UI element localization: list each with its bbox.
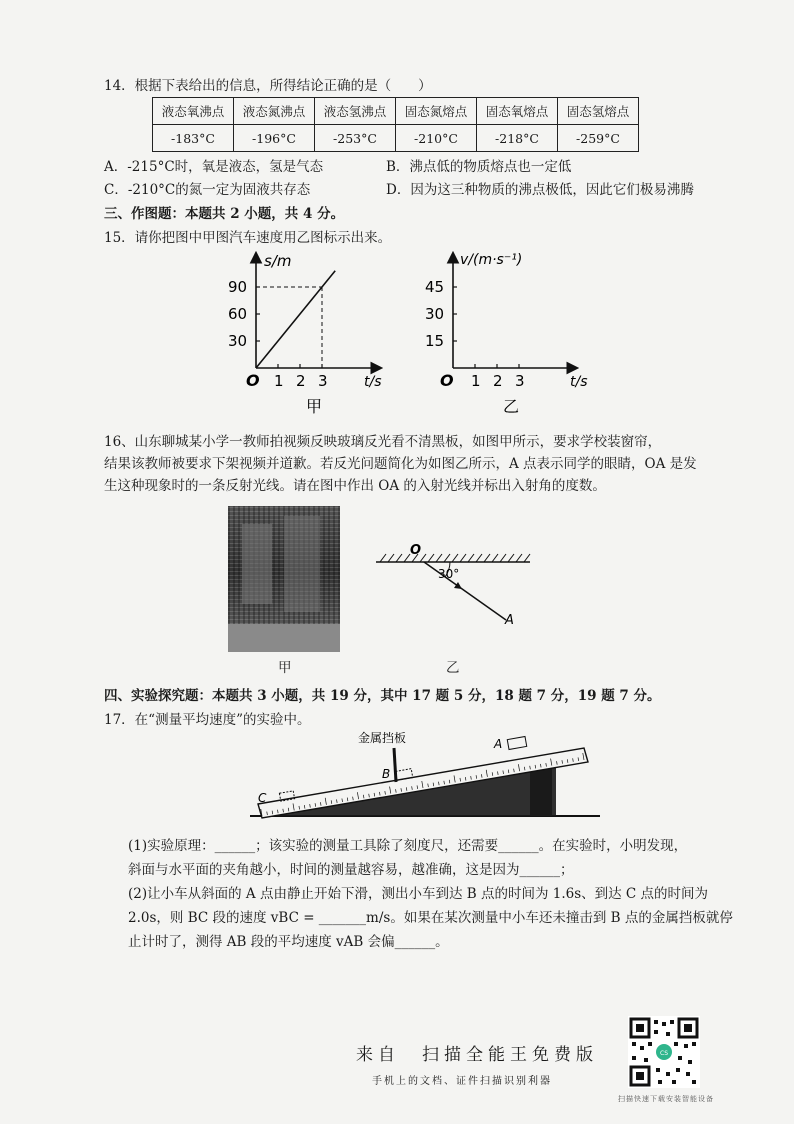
q14-option-c: C．-210°C的氮一定为固液共存态 bbox=[104, 182, 311, 198]
table-header-cell: 液态氮沸点 bbox=[234, 98, 315, 125]
q14-option-d: D．因为这三种物质的沸点极低，因此它们极易沸腾 bbox=[386, 182, 694, 198]
table-cell: -253°C bbox=[315, 125, 396, 152]
point-c-label: C bbox=[258, 791, 267, 805]
left-caption: 甲 bbox=[306, 397, 323, 416]
cart-at-a bbox=[507, 737, 526, 750]
left-y-tick-label: 30 bbox=[228, 332, 248, 350]
qr-caption: 扫描快速下载安装智能设备 bbox=[618, 1095, 714, 1103]
point-a-label: A bbox=[494, 737, 503, 751]
table-row bbox=[153, 98, 639, 125]
q16-line-3: 生这种现象时的一条反射光线。请在图中作出 OA 的入射光线并标出入射角的度数。 bbox=[104, 478, 606, 494]
left-y-tick-label: 90 bbox=[228, 278, 248, 296]
right-x-tick-label: 3 bbox=[515, 372, 525, 390]
q17-part1-line2: 斜面与水平面的夹角越小，时间的测量越容易，越准确，这是因为______； bbox=[128, 862, 574, 878]
left-series-line bbox=[256, 271, 335, 368]
table-header-cell: 液态氧沸点 bbox=[153, 98, 234, 125]
footer-sub-text: 手机上的文档、证件扫描识别利器 bbox=[372, 1076, 552, 1087]
q17-part1-line1: (1)实验原理：______；该实验的测量工具除了刻度尺，还需要______。在实验时，小明发现， bbox=[128, 838, 688, 854]
right-y-label: v/(m·s⁻¹) bbox=[460, 252, 523, 268]
q14-option-a: A．-215°C时，氧是液态，氢是气态 bbox=[104, 159, 324, 175]
point-o-label: O bbox=[410, 543, 422, 558]
left-x-tick-label: 1 bbox=[274, 372, 284, 390]
reflection-diagram bbox=[370, 540, 540, 666]
table-header-cell: 液态氢沸点 bbox=[315, 98, 396, 125]
q17-stem: 17．在“测量平均速度”的实验中。 bbox=[104, 712, 311, 728]
table-cell: -196°C bbox=[234, 125, 315, 152]
classroom-photo bbox=[228, 506, 340, 652]
table-cell: -210°C bbox=[396, 125, 477, 152]
q17-part2-line3: 止计时了，测得 AB 段的平均速度 vAB 会偏______。 bbox=[128, 934, 449, 950]
incline-apparatus bbox=[250, 726, 602, 826]
q14-table bbox=[152, 97, 639, 152]
right-y-tick-label: 45 bbox=[425, 278, 445, 296]
qr-code-icon[interactable] bbox=[628, 1016, 700, 1088]
q14-option-b: B．沸点低的物质熔点也一定低 bbox=[386, 159, 572, 175]
left-x-tick-label: 3 bbox=[318, 372, 328, 390]
section-3-heading: 三、作图题：本题共 2 小题，共 4 分。 bbox=[104, 206, 345, 222]
metal-plate-label: 金属挡板 bbox=[358, 731, 407, 745]
q16-line-2: 结果该教师被要求下架视频并道歉。若反光问题简化为如图乙所示，A 点表示同学的眼睛，OA 是发 bbox=[104, 456, 697, 472]
svg-text:CS: CS bbox=[660, 1050, 668, 1057]
point-b-label: B bbox=[382, 767, 391, 781]
angle-label: 30° bbox=[438, 567, 460, 581]
footer-main-text: 来自 扫描全能王免费版 bbox=[356, 1045, 598, 1065]
right-x-tick-label: 2 bbox=[493, 372, 503, 390]
table-row bbox=[153, 125, 639, 152]
right-y-tick-label: 30 bbox=[425, 305, 445, 323]
point-a-label: A bbox=[505, 613, 514, 628]
q16-caption-left: 甲 bbox=[278, 660, 292, 676]
q16-caption-right: 乙 bbox=[446, 660, 460, 676]
table-header-cell: 固态氧熔点 bbox=[477, 98, 558, 125]
q15-stem: 15．请你把图中甲图汽车速度用乙图标示出来。 bbox=[104, 230, 392, 246]
left-x-tick-label: 2 bbox=[296, 372, 306, 390]
q16-line-1: 16、山东聊城某小学一教师拍视频反映玻璃反光看不清黑板，如图甲所示，要求学校装窗帘， bbox=[104, 434, 662, 450]
right-y-tick-label: 15 bbox=[425, 332, 445, 350]
right-x-label: t/s bbox=[570, 374, 588, 390]
table-header-cell: 固态氮熔点 bbox=[396, 98, 477, 125]
q17-part2-line1: (2)让小车从斜面的 A 点由静止开始下滑，测出小车到达 B 点的时间为 1.6s、到达 C 点的时间为 bbox=[128, 886, 709, 902]
left-origin-label: O bbox=[246, 371, 260, 390]
table-header-cell: 固态氢熔点 bbox=[558, 98, 639, 125]
right-caption: 乙 bbox=[503, 397, 520, 416]
table-cell: -218°C bbox=[477, 125, 558, 152]
left-x-label: t/s bbox=[364, 374, 382, 390]
right-origin-label: O bbox=[440, 371, 454, 390]
table-cell: -183°C bbox=[153, 125, 234, 152]
reflected-ray-oa bbox=[424, 562, 506, 620]
section-4-heading: 四、实验探究题：本题共 3 小题，共 19 分，其中 17 题 5 分，18 题 7 分，19 题 7 分。 bbox=[104, 688, 661, 704]
ray-arrow-icon bbox=[454, 582, 462, 589]
left-y-label: s/m bbox=[264, 252, 292, 270]
right-x-tick-label: 1 bbox=[471, 372, 481, 390]
q15-graphs bbox=[220, 246, 610, 418]
q14-stem: 14．根据下表给出的信息，所得结论正确的是（ ） bbox=[104, 78, 432, 94]
q17-part2-line2: 2.0s，则 BC 段的速度 vBC = _______m/s。如果在某次测量中小车还未撞击到 B 点的金属挡板就停 bbox=[128, 910, 733, 926]
metal-plate bbox=[394, 748, 396, 782]
table-cell: -259°C bbox=[558, 125, 639, 152]
left-y-tick-label: 60 bbox=[228, 305, 248, 323]
